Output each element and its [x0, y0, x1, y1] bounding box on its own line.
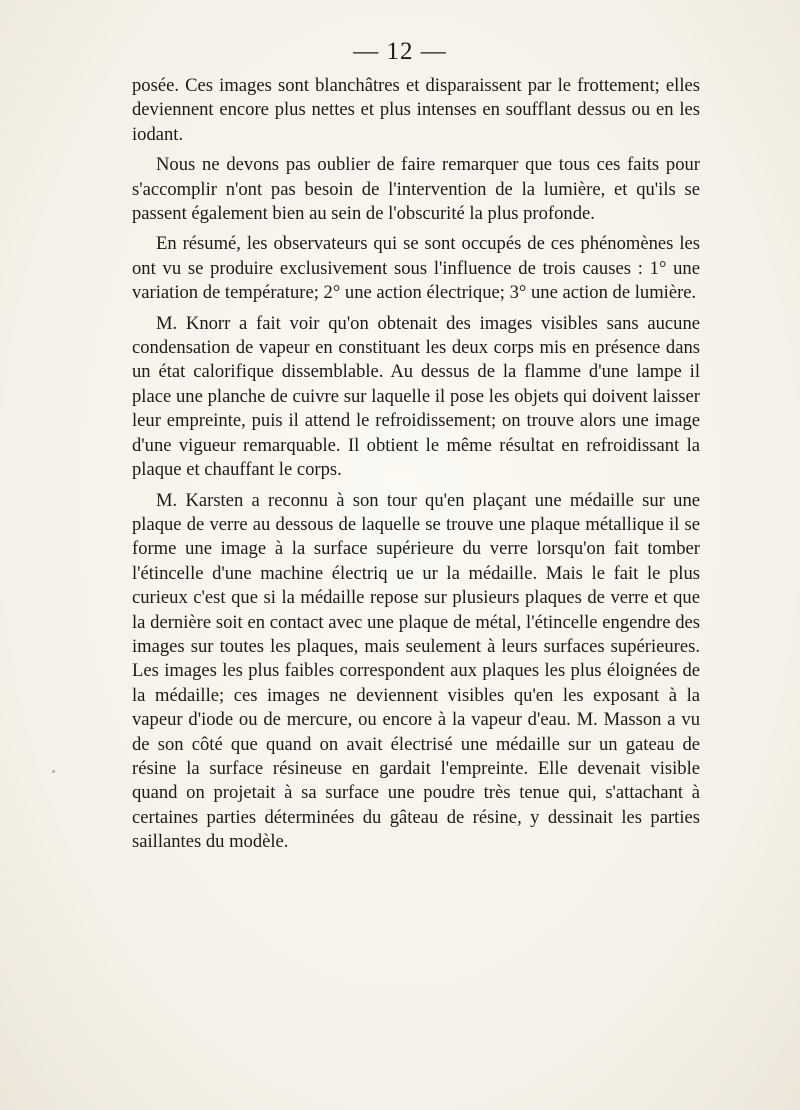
paragraph-3: En résumé, les observateurs qui se sont occupés de ces phénomènes les ont vu se produire exclusivement sous l'influence de trois causes : 1° une variation de température; 2° une action électrique; 3° une action de lumière. [132, 233, 700, 304]
page-number: — 12 — [353, 38, 447, 65]
paragraph-5: M. Karsten a reconnu à son tour qu'en plaçant une médaille sur une plaque de verre au dessous de laquelle se trouve une plaque métallique il se forme une image à la surface supérieure du verre lorsqu'on fait tomber l'étincelle d'une machine électriq ue ur la médaille. Mais le fait le plus curieux c'est que si la médaille repose sur plusieurs plaques de verre et que la dernière soit en contact avec une plaque de métal, l'étincelle engendre des images sur toutes les plaques, mais seulement à leurs surfaces supérieures. Les images les plus faibles correspondent aux plaques les plus éloignées de la médaille; ces images ne deviennent visibles qu'en les exposant à la vapeur d'iode ou de mercure, ou encore à la vapeur d'eau. M. Masson a vu de son côté que quand on avait électrisé une médaille sur un gateau de résine la surface résineuse en gardait l'empreinte. Elle devenait visible quand on projetait à sa surface une poudre très tenue qui, s'attachant à certaines parties déterminées du gâteau de résine, y dessinait les parties saillantes du modèle. [132, 489, 700, 853]
paragraph-2: Nous ne devons pas oublier de faire remarquer que tous ces faits pour s'accomplir n'ont pas besoin de l'intervention de la lumière, et qu'ils se passent également bien au sein de l'obscurité la plus profonde. [132, 154, 700, 225]
paragraph-1: posée. Ces images sont blanchâtres et disparaissent par le frottement; elles deviennent encore plus nettes et plus intenses en soufflant dessus ou en les iodant. [132, 75, 700, 145]
paper-speck [52, 770, 55, 773]
body-text [132, 74, 700, 861]
paragraph-4: M. Knorr a fait voir qu'on obtenait des images visibles sans aucune condensation de vapeur en constituant les deux corps mis en présence dans un état calorifique dissemblable. Au dessus de la flamme d'une lampe il place une planche de cuivre sur laquelle il pose les objets qui doivent laisser leur empreinte, puis il attend le refroidissement; on trouve alors une image d'une vigueur remarquable. Il obtient le même résultat en refroidissant la plaque et chauffant le corps. [132, 312, 700, 481]
